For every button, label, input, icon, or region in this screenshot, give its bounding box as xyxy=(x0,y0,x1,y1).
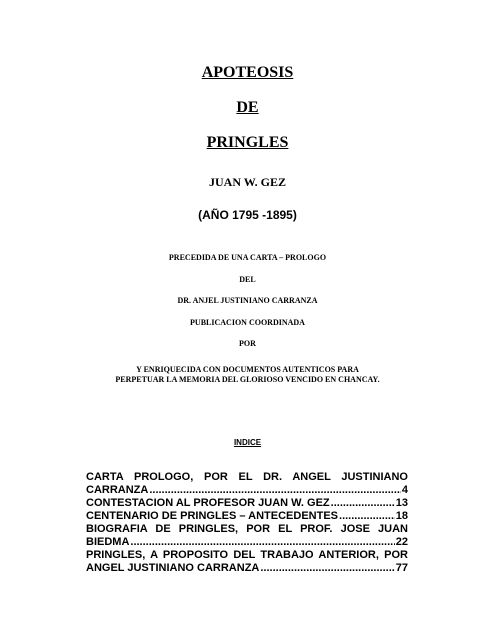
toc-entry[interactable] xyxy=(86,549,408,575)
toc-page-number: 4 xyxy=(401,484,408,496)
toc-entry-line: BIOGRAFIA DE PRINGLES, POR EL PROF. JOSE JUAN xyxy=(86,523,408,535)
author: JUAN W. GEZ xyxy=(208,175,287,189)
toc-entry-label: CENTENARIO DE PRINGLES – ANTECEDENTES xyxy=(86,510,339,522)
toc-entry-label: ANGEL JUSTINIANO CARRANZA xyxy=(86,562,260,574)
title-line-1: APOTEOSIS xyxy=(201,64,294,81)
toc-entry-label: BIEDMA xyxy=(86,536,130,548)
subtitle-line-6: Y ENRIQUECIDA CON DOCUMENTOS AUTENTICOS PARA xyxy=(136,365,359,374)
table-of-contents xyxy=(86,471,408,575)
toc-leader-dots xyxy=(149,484,401,497)
toc-leader-dots xyxy=(260,562,394,575)
subtitle-line-3: DR. ANJEL JUSTINIANO CARRANZA xyxy=(177,296,318,305)
toc-leader-dots xyxy=(331,497,395,510)
title-line-2: DE xyxy=(236,99,259,116)
toc-entry[interactable] xyxy=(86,523,408,549)
toc-entry-line: PRINGLES, A PROPOSITO DEL TRABAJO ANTERIOR, POR xyxy=(86,549,408,561)
toc-leader-dots xyxy=(130,536,394,549)
subtitle-line-1: PRECEDIDA DE UNA CARTA – PROLOGO xyxy=(168,253,327,262)
toc-entry[interactable] xyxy=(86,471,408,497)
toc-entry-label: CONTESTACION AL PROFESOR JUAN W. GEZ xyxy=(86,497,330,509)
subtitle-line-4: PUBLICACION COORDINADA xyxy=(190,318,305,327)
toc-page-number: 13 xyxy=(395,497,408,509)
subtitle-line-5: POR xyxy=(239,339,256,348)
toc-entry-line: CARTA PROLOGO, POR EL DR. ANGEL JUSTINIANO xyxy=(86,471,408,483)
toc-page-number: 18 xyxy=(395,510,408,522)
index-heading: INDICE xyxy=(233,438,262,447)
years: (AÑO 1795 -1895) xyxy=(198,208,297,222)
subtitle-line-7: PERPETUAR LA MEMORIA DEL GLORIOSO VENCIDO EN CHANCAY. xyxy=(115,375,380,384)
subtitle-line-2: DEL xyxy=(239,275,256,284)
toc-entry[interactable] xyxy=(86,510,408,523)
toc-page-number: 22 xyxy=(395,536,408,548)
title-line-3: PRINGLES xyxy=(206,134,289,151)
toc-page-number: 77 xyxy=(395,562,408,574)
toc-entry-label: CARRANZA xyxy=(86,484,149,496)
toc-entry[interactable] xyxy=(86,497,408,510)
toc-leader-dots xyxy=(339,510,395,523)
